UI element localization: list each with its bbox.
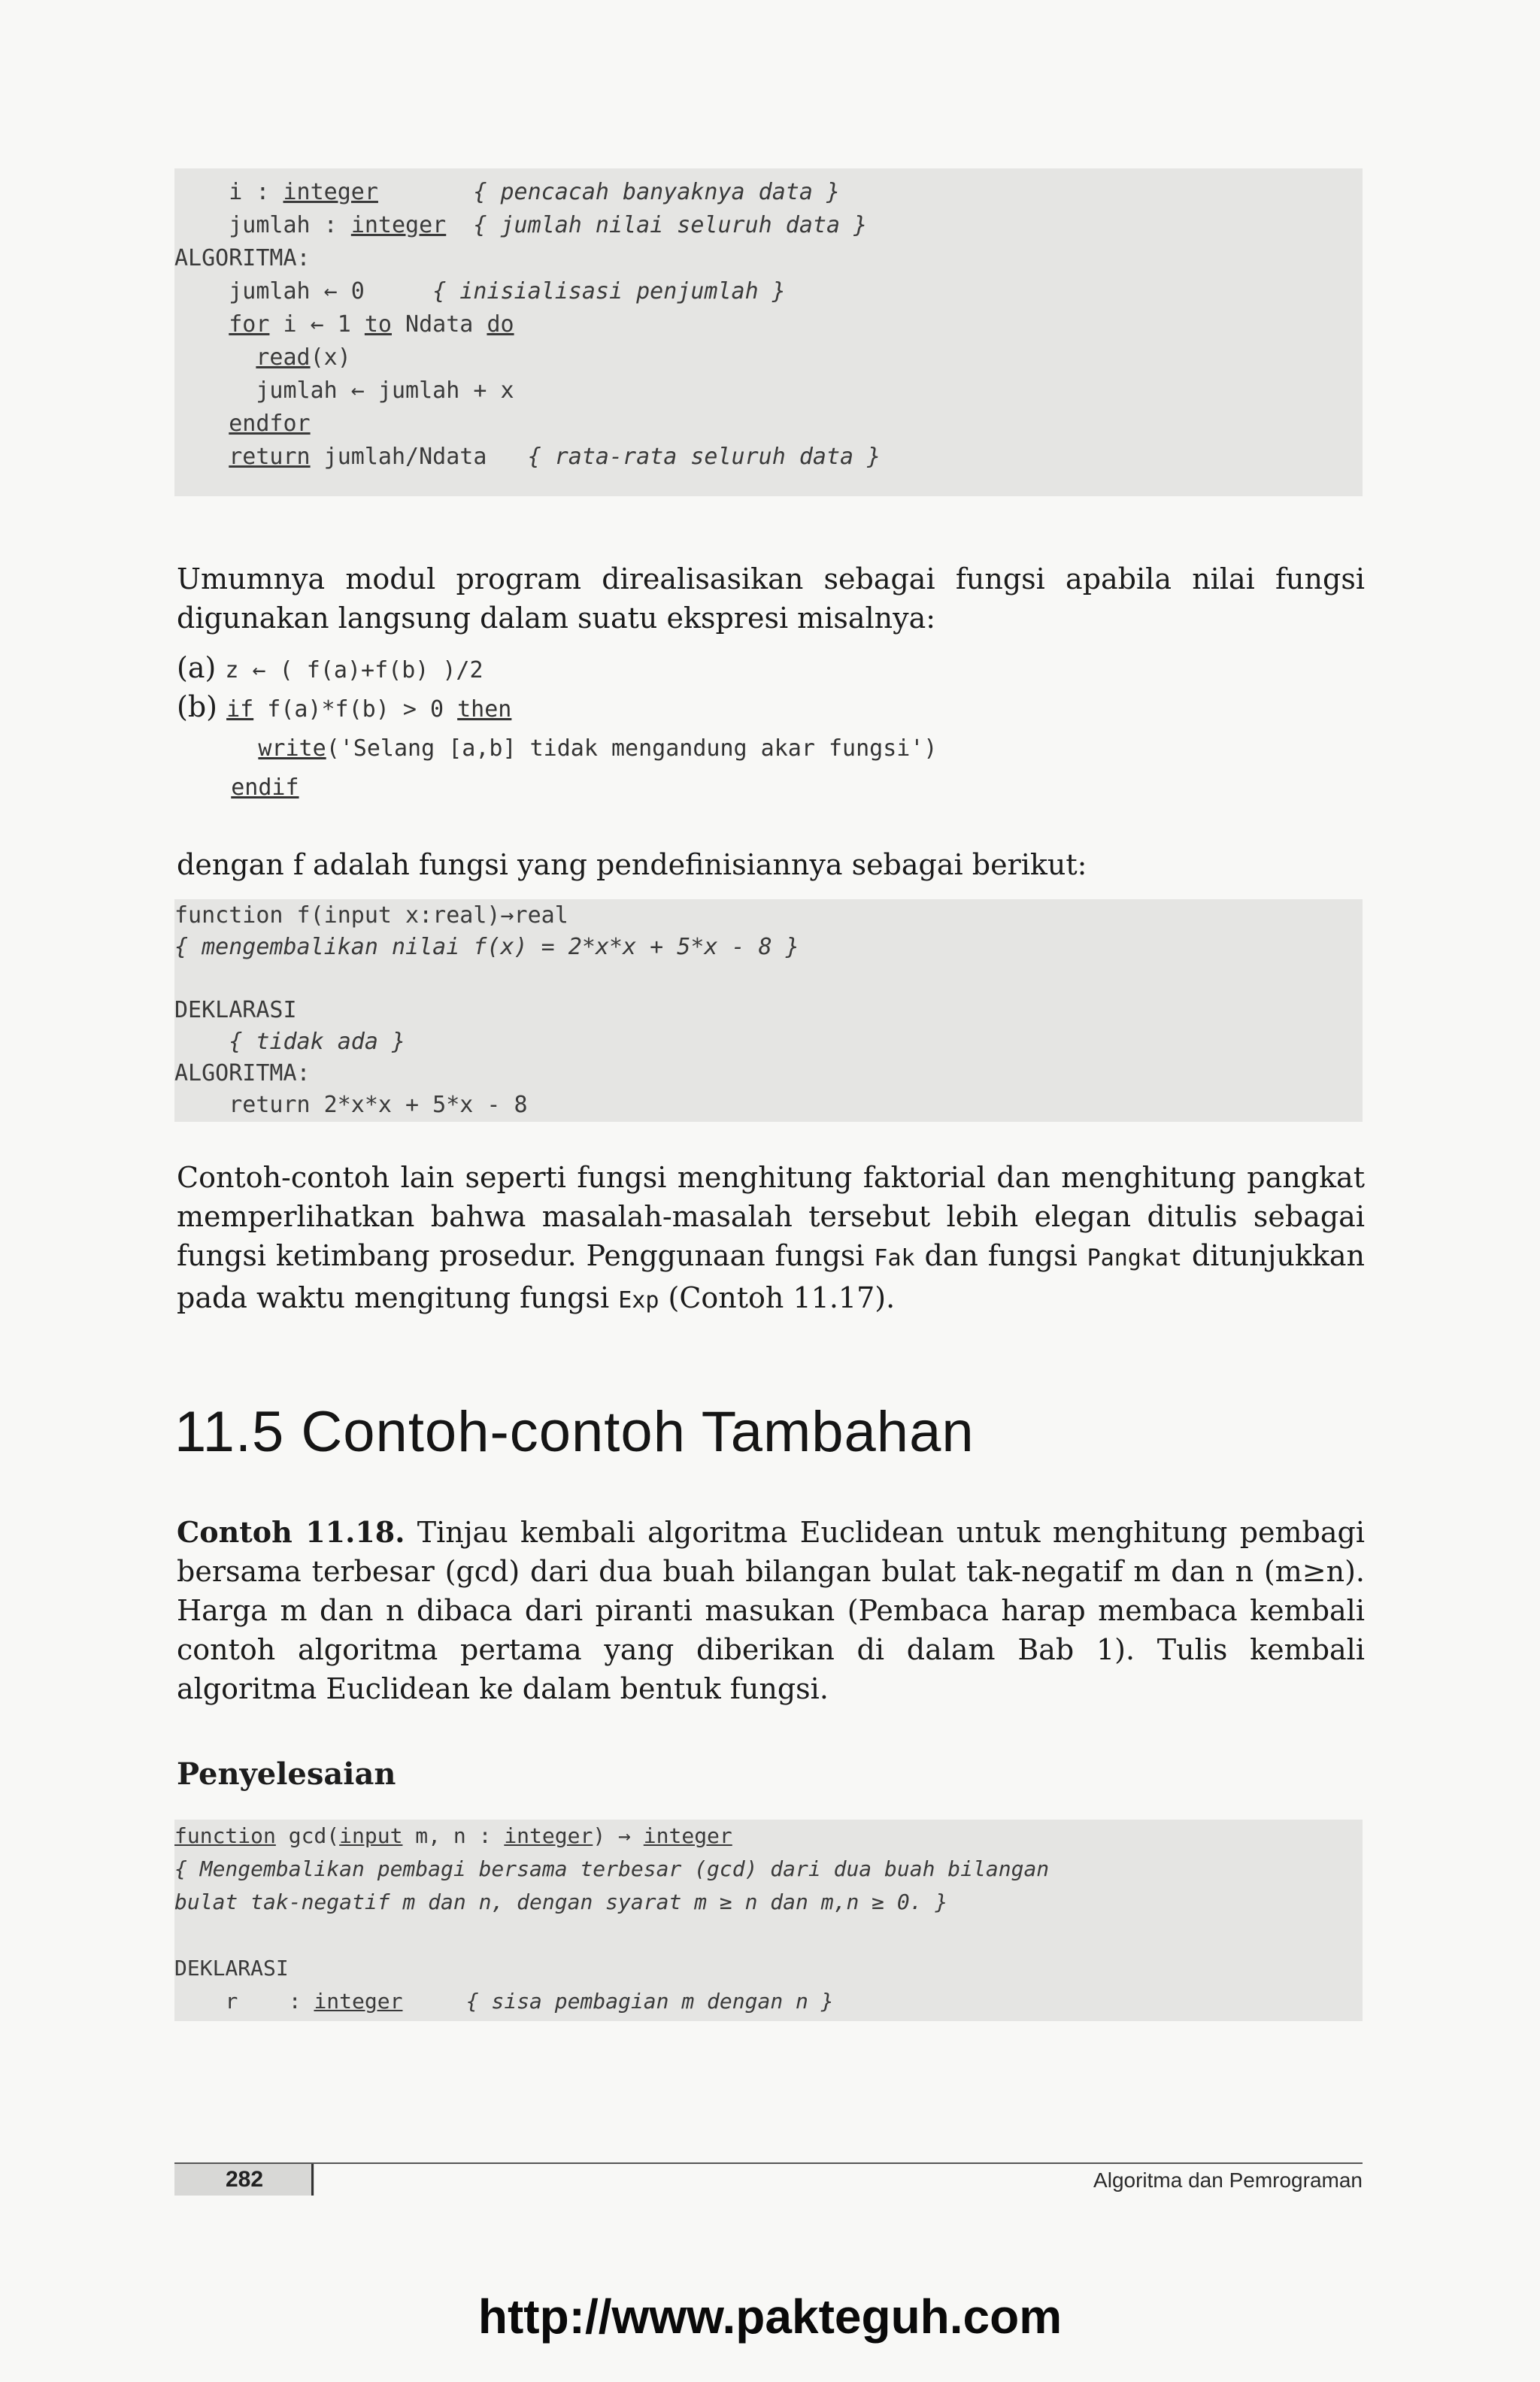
- code-line: [174, 1952, 1363, 1985]
- code-text: function f(input x:real)→real: [174, 902, 568, 929]
- example-label: Contoh 11.18.: [177, 1515, 405, 1549]
- example-11-18: Contoh 11.18. Tinjau kembali algoritma Euclidean untuk menghitung pembagi bersama terbesar (gcd) dari dua buah bilangan bulat tak-negatif m dan n (m≥n). Harga m dan n dibaca dari piranti masukan (Pembaca harap membaca kembali contoh algoritma pertama yang diberikan di dalam Bab 1). Tulis kembali algoritma Euclidean ke dalam bentuk fungsi.: [177, 1515, 1365, 1705]
- code-text: jumlah :: [229, 212, 351, 238]
- example-b: (b) if f(a)*f(b) > 0 then: [177, 690, 512, 723]
- example-a: (a) z ← ( f(a)+f(b) )/2: [177, 651, 484, 684]
- code-text: return 2*x*x + 5*x - 8: [229, 1092, 528, 1118]
- code-comment: { inisialisasi penjumlah }: [432, 278, 786, 305]
- code-line: [174, 209, 1363, 242]
- paragraph-contoh-lain: Contoh-contoh lain seperti fungsi menghitung faktorial dan menghitung pangkat memperlihatkan bahwa masalah-masalah tersebut lebih elegan ditulis sebagai fungsi ketimbang prosedur. Penggunaan fungsi Fak dan fungsi Pangkat ditunjukkan pada waktu mengitung fungsi Exp (Contoh 11.17).: [177, 1161, 1366, 1314]
- code-text: DEKLARASI: [174, 1956, 289, 1980]
- paragraph-definisi-f: dengan f adalah fungsi yang pendefinisiannya sebagai berikut:: [177, 848, 1087, 881]
- code-text: [402, 1989, 465, 2014]
- page-number: 282: [174, 2164, 314, 2196]
- code-text: gcd(: [275, 1823, 340, 1848]
- code-block-function-f: [174, 899, 1363, 1122]
- code-text: [446, 212, 473, 238]
- code-line: [174, 242, 1363, 275]
- code-keyword: integer: [504, 1823, 593, 1848]
- code-line: [174, 899, 1363, 931]
- code-block-rata-rata: [174, 168, 1363, 496]
- code-text: ) →: [593, 1823, 644, 1848]
- code-text: i :: [229, 179, 283, 205]
- code-comment: { rata-rata seluruh data }: [527, 444, 881, 470]
- code-line: [174, 308, 1363, 341]
- code-text: (x): [310, 344, 351, 371]
- code-text: DEKLARASI: [174, 997, 297, 1023]
- code-text: jumlah/Ndata: [310, 444, 528, 470]
- book-title: Algoritma dan Pemrograman: [1093, 2168, 1363, 2192]
- code-keyword: integer: [643, 1823, 732, 1848]
- code-keyword: integer: [350, 212, 447, 238]
- section-heading: 11.5 Contoh-contoh Tambahan: [174, 1400, 975, 1464]
- code-line: [174, 1089, 1363, 1120]
- code-line: [174, 1853, 1363, 1886]
- code-text: Ndata: [392, 311, 487, 338]
- code-line: [174, 931, 1363, 962]
- code-text: jumlah ← jumlah + x: [256, 377, 514, 404]
- code-block-gcd: [174, 1820, 1363, 2021]
- code-keyword: for: [229, 311, 270, 338]
- code-text: i ← 1: [269, 311, 365, 338]
- code-text: ALGORITMA:: [174, 1060, 311, 1086]
- code-line: [174, 994, 1363, 1026]
- code-comment: { tidak ada }: [229, 1029, 406, 1055]
- code-text: ALGORITMA:: [174, 245, 311, 271]
- code-line: [174, 341, 1363, 374]
- code-line: [174, 1919, 1363, 1952]
- code-keyword: to: [364, 311, 392, 338]
- code-comment: { sisa pembagian m dengan n }: [465, 1989, 834, 2014]
- code-comment: bulat tak-negatif m dan n, dengan syarat m ≥ n dan m,n ≥ 0. }: [174, 1890, 948, 1914]
- code-line: [174, 962, 1363, 994]
- footer-rule: [174, 2162, 1363, 2164]
- paragraph-fungsi-intro: Umumnya modul program direalisasikan sebagai fungsi apabila nilai fungsi digunakan langsung dalam suatu ekspresi misalnya:: [177, 562, 1365, 635]
- example-b-write: write('Selang [a,b] tidak mengandung akar fungsi'): [258, 735, 938, 762]
- example-expressions: [177, 648, 937, 805]
- code-keyword: integer: [314, 1989, 403, 2014]
- code-line: [174, 275, 1363, 308]
- code-text: [378, 179, 473, 205]
- code-line: [174, 1026, 1363, 1057]
- code-line: [174, 441, 1363, 474]
- code-keyword: input: [339, 1823, 403, 1848]
- code-comment: { pencacah banyaknya data }: [473, 179, 841, 205]
- code-line: [174, 176, 1363, 209]
- code-line: [174, 1886, 1363, 1919]
- code-line: [174, 1057, 1363, 1089]
- code-text: r :: [225, 1989, 314, 2014]
- footer-divider: [311, 2164, 314, 2196]
- code-line: [174, 1820, 1363, 1853]
- code-comment: { Mengembalikan pembagi bersama terbesar (gcd) dari dua buah bilangan: [174, 1856, 1050, 1881]
- code-line: [174, 408, 1363, 441]
- code-keyword: integer: [283, 179, 378, 205]
- solution-heading: Penyelesaian: [177, 1756, 396, 1792]
- code-keyword: endfor: [229, 411, 311, 437]
- code-keyword: function: [174, 1823, 276, 1848]
- code-text: m, n :: [402, 1823, 505, 1848]
- code-keyword: return: [229, 444, 311, 470]
- code-keyword: do: [487, 311, 514, 338]
- watermark-url: http://www.pakteguh.com: [477, 2290, 1063, 2344]
- code-keyword: read: [256, 344, 311, 371]
- code-text: jumlah ← 0: [229, 278, 433, 305]
- code-line: [174, 374, 1363, 408]
- code-comment: { mengembalikan nilai f(x) = 2*x*x + 5*x - 8 }: [174, 934, 799, 960]
- example-b-endif: endif: [231, 774, 299, 801]
- code-line: [174, 1985, 1363, 2018]
- code-comment: { jumlah nilai seluruh data }: [473, 212, 868, 238]
